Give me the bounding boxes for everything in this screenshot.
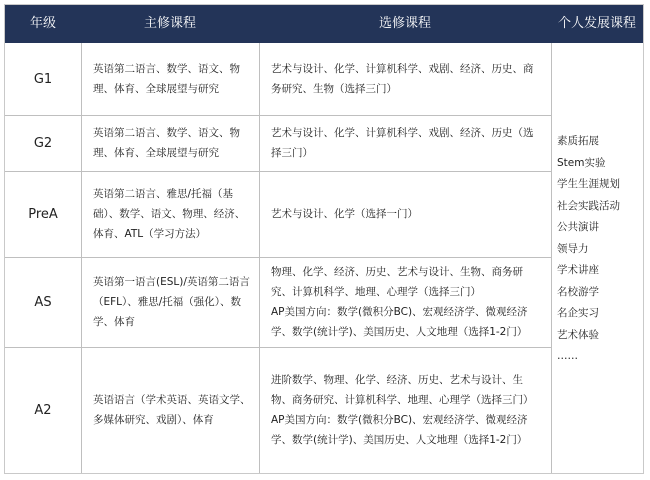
core-text: 英语语言（学术英语、英语文学、多媒体研究、戏剧）、体育	[93, 394, 251, 426]
list-item: 艺术体验	[557, 328, 599, 341]
elective-text: 艺术与设计、化学、计算机科学、戏剧、经济、历史（选择三门）	[271, 127, 534, 159]
header-elective: 选修课程	[378, 16, 431, 31]
elective-text-ap: AP美国方向：数学(微积分BC)、宏观经济学、微观经济学、数学(统计学)、美国历史、人文地理（选择1-2门）	[271, 306, 528, 338]
core-prea	[93, 171, 253, 257]
elective-a2	[271, 347, 543, 473]
elective-text: 艺术与设计、化学（选择一门）	[271, 208, 418, 220]
elective-text: 进阶数学、物理、化学、经济、历史、艺术与设计、生物、商务研究、计算机科学、地理、心理学（选择三门）	[271, 374, 534, 406]
column-divider	[259, 43, 260, 473]
elective-text: 艺术与设计、化学、计算机科学、戏剧、经济、历史、商务研究、生物（选择三门）	[271, 63, 534, 95]
column-divider	[551, 43, 552, 473]
core-g2	[93, 115, 253, 171]
list-item: 公共演讲	[557, 221, 599, 233]
elective-prea	[271, 171, 543, 257]
header-personal: 个人发展课程	[557, 16, 636, 31]
grade-g1: G1	[33, 71, 53, 87]
core-g1	[93, 43, 253, 115]
curriculum-table	[4, 4, 644, 474]
elective-text-ap: AP美国方向：数学(微积分BC)、宏观经济学、微观经济学、数学(统计学)、美国历史、人文地理（选择1-2门）	[271, 414, 528, 446]
core-text: 英语第二语言、数学、语文、物理、体育、全球展望与研究	[93, 127, 240, 159]
table-header	[5, 5, 643, 43]
personal-development-list	[557, 131, 647, 368]
list-item: Stem实验	[557, 156, 606, 169]
core-a2	[93, 347, 253, 473]
list-item: 学术讲座	[557, 264, 599, 276]
core-text: 英语第一语言(ESL)/英语第二语言（EFL）、雅思/托福（强化）、数学、体育	[93, 276, 250, 328]
core-text: 英语第二语言、雅思/托福（基础）、数学、语文、物理、经济、体育、ATL（学习方法）	[93, 188, 246, 240]
core-text: 英语第二语言、数学、语文、物理、体育、全球展望与研究	[93, 63, 240, 95]
header-core: 主修课程	[143, 16, 196, 31]
elective-as	[271, 257, 543, 347]
grade-as: AS	[34, 294, 52, 310]
elective-text: 物理、化学、经济、历史、艺术与设计、生物、商务研究、计算机科学、地理、心理学（选择三门）	[271, 266, 523, 298]
column-divider	[81, 43, 82, 473]
elective-g1	[271, 43, 543, 115]
core-as	[93, 257, 253, 347]
list-item: 学生生涯规划	[557, 178, 620, 190]
list-item: 社会实践活动	[557, 199, 620, 212]
elective-g2	[271, 115, 543, 171]
grade-a2: A2	[34, 402, 52, 418]
list-item: 素质拓展	[557, 135, 599, 147]
list-item: 领导力	[557, 242, 589, 255]
grade-prea: PreA	[28, 206, 58, 222]
grade-g2: G2	[33, 135, 53, 151]
header-grade: 年级	[29, 16, 56, 31]
list-item: 名企实习	[557, 307, 599, 319]
list-item: 名校游学	[557, 285, 599, 298]
list-item: ……	[557, 350, 578, 362]
